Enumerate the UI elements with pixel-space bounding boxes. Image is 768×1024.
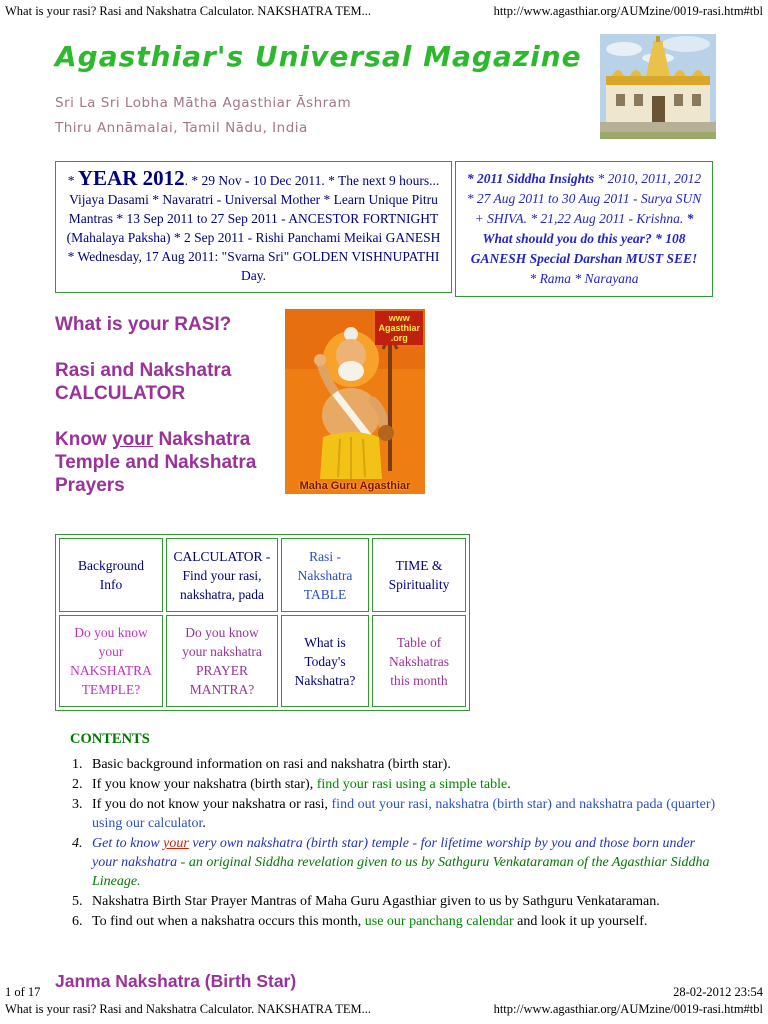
announcement-left-text: . * 29 Nov - 10 Dec 2011. * The next 9 hours... Vijaya Dasami * Navaratri - Universal Mother * Learn Unique Pitru Mantras * 13 Sep 2011 to 27 Sep 2011 - ANCESTOR FORTNIGHT (Mahalaya Paksha) * 2 Sep 2011 - Rishi Panchami Meikai GANESH * Wednesday, 17 Aug 2011: "Svarna Sri" GOLDEN VISHNUPATHI Day. [66, 173, 441, 283]
item-number: 1. [72, 757, 83, 772]
watermark-agasthiar: Agasthiar [378, 323, 420, 333]
contents-item-6 [70, 912, 716, 931]
print-header-url: http://www.agasthiar.org/AUMzine/0019-rasi.htm#tbl [493, 4, 763, 18]
print-header [0, 4, 768, 19]
nav-cell-rasi-nakshatra-table[interactable]: Rasi - Nakshatra TABLE [281, 538, 369, 612]
item-3-pre: If you do not know your nakshatra or rasi, [92, 797, 332, 812]
intro-section [55, 309, 716, 520]
contents-item-4 [70, 834, 716, 891]
masthead [55, 28, 716, 145]
siddha-insights-link[interactable]: * 2011 Siddha Insights [466, 171, 598, 186]
guru-image-caption: Maha Guru Agasthiar [299, 480, 411, 492]
announcement-right-text-1: * 2010, 2011, 2012 * 27 Aug 2011 to 30 Aug 2011 - Surya SUN + SHIVA. * 21,22 Aug 2011 - Krishna. [466, 171, 702, 226]
nav-cell-prayer-mantra[interactable]: Do you know your nakshatra PRAYER MANTRA? [166, 615, 278, 707]
announcement-box-right [455, 161, 713, 297]
item-number: 2. [72, 777, 83, 792]
your-nakshatra-link[interactable]: your [163, 836, 189, 851]
print-header-title: What is your rasi? Rasi and Nakshatra Calculator. NAKSHATRA TEM... [5, 4, 372, 18]
announcement-right-text-2: * Rama * Narayana [529, 271, 639, 286]
guru-agasthiar-image [285, 309, 425, 494]
panchang-calendar-link[interactable]: use our panchang calendar [364, 914, 514, 929]
print-footer-line-2 [0, 1002, 768, 1017]
announcement-row [55, 161, 716, 297]
print-footer-url: http://www.agasthiar.org/AUMzine/0019-rasi.htm#tbl [493, 1002, 763, 1016]
janma-nakshatra-heading: Janma Nakshatra (Birth Star) [55, 971, 297, 991]
heading3-your-underlined: your [112, 429, 154, 450]
year-2012-label: YEAR 2012 [77, 166, 185, 190]
item-4-seg-1: Get to know [92, 836, 164, 851]
find-rasi-simple-table-link[interactable]: find your rasi using a simple table [316, 777, 508, 792]
heading3-post: Nakshatra Temple and Nakshatra Prayers [55, 429, 257, 496]
contents-item-1 [70, 755, 716, 774]
print-footer-line-1 [0, 985, 768, 1000]
masthead-subtitle-1: Sri La Sri Lobha Mātha Agasthiar Āshram [55, 95, 352, 111]
nav-cell-todays-nakshatra[interactable]: What is Today's Nakshatra? [281, 615, 369, 707]
temple-photo-graphic [600, 34, 716, 139]
temple-photo [600, 34, 716, 139]
heading3-pre: Know [55, 429, 112, 450]
item-6-post: and look it up yourself. [513, 914, 648, 929]
rasi-calculator-link[interactable]: find out your rasi, nakshatra (birth star) and nakshatra pada (quarter) using our calculator [92, 797, 716, 831]
contents-item-5 [70, 892, 716, 911]
nav-cell-background-info[interactable]: Background Info [59, 538, 163, 612]
item-4-seg-3: - an original Siddha revelation given to us by Sathguru Venkataraman of the Agasthiar Siddha Lineage. [92, 855, 710, 889]
masthead-text [55, 28, 582, 145]
nakshatra-temple-link[interactable]: very own nakshatra (birth star) temple [188, 836, 409, 851]
heading-rasi-nakshatra-calculator: Rasi and Nakshatra CALCULATOR [55, 360, 232, 404]
contents-item-2 [70, 775, 716, 794]
nav-table [55, 534, 470, 711]
print-footer-title: What is your rasi? Rasi and Nakshatra Calculator. NAKSHATRA TEM... [5, 1002, 372, 1016]
announcement-box-left [55, 161, 452, 293]
heading-know-your-nakshatra-temple [55, 428, 285, 497]
contents-heading: CONTENTS [70, 731, 150, 747]
page-number: 1 of 17 [5, 985, 41, 999]
item-number: 6. [72, 914, 83, 929]
page-content [55, 28, 716, 992]
nav-cell-calculator[interactable]: CALCULATOR - Find your rasi, nakshatra, pada [166, 538, 278, 612]
item-5-text: Nakshatra Birth Star Prayer Mantras of Maha Guru Agasthiar given to us by Sathguru Venkataraman. [92, 894, 660, 909]
item-4-seg-2: - for lifetime worship by you and those born under your nakshatra [92, 836, 696, 870]
print-datetime: 28-02-2012 23:54 [673, 985, 763, 999]
magazine-title: Agasthiar's Universal Magazine [55, 40, 582, 73]
item-number: 5. [72, 894, 83, 909]
item-2-pre: If you know your nakshatra (birth star), [92, 777, 317, 792]
item-2-post: . [507, 777, 511, 792]
item-6-pre: To find out when a nakshatra occurs this month, [92, 914, 365, 929]
heading-what-is-your-rasi: What is your RASI? [55, 314, 232, 335]
nav-cell-time-spirituality[interactable]: TIME & Spirituality [372, 538, 466, 612]
contents-section [55, 731, 716, 931]
item-1-text: Basic background information on rasi and nakshatra (birth star). [92, 757, 451, 772]
nav-cell-nakshatra-temple[interactable]: Do you know your NAKSHATRA TEMPLE? [59, 615, 163, 707]
watermark-org: .org [390, 333, 408, 343]
item-3-post: . [202, 816, 206, 831]
contents-item-3 [70, 795, 716, 833]
item-number: 4. [72, 836, 83, 851]
guru-image-watermark [375, 311, 423, 345]
watermark-www: www [388, 313, 410, 323]
nav-cell-nakshatras-this-month[interactable]: Table of Nakshatras this month [372, 615, 466, 707]
intro-headings [55, 309, 285, 520]
what-should-you-do-link[interactable]: * What should you do this year? * 108 GANESH Special Darshan MUST SEE! [470, 211, 698, 266]
item-number: 3. [72, 797, 83, 812]
masthead-subtitle-2: Thiru Annāmalai, Tamil Nādu, India [55, 120, 308, 136]
announcement-left-bullet: * [67, 173, 78, 188]
